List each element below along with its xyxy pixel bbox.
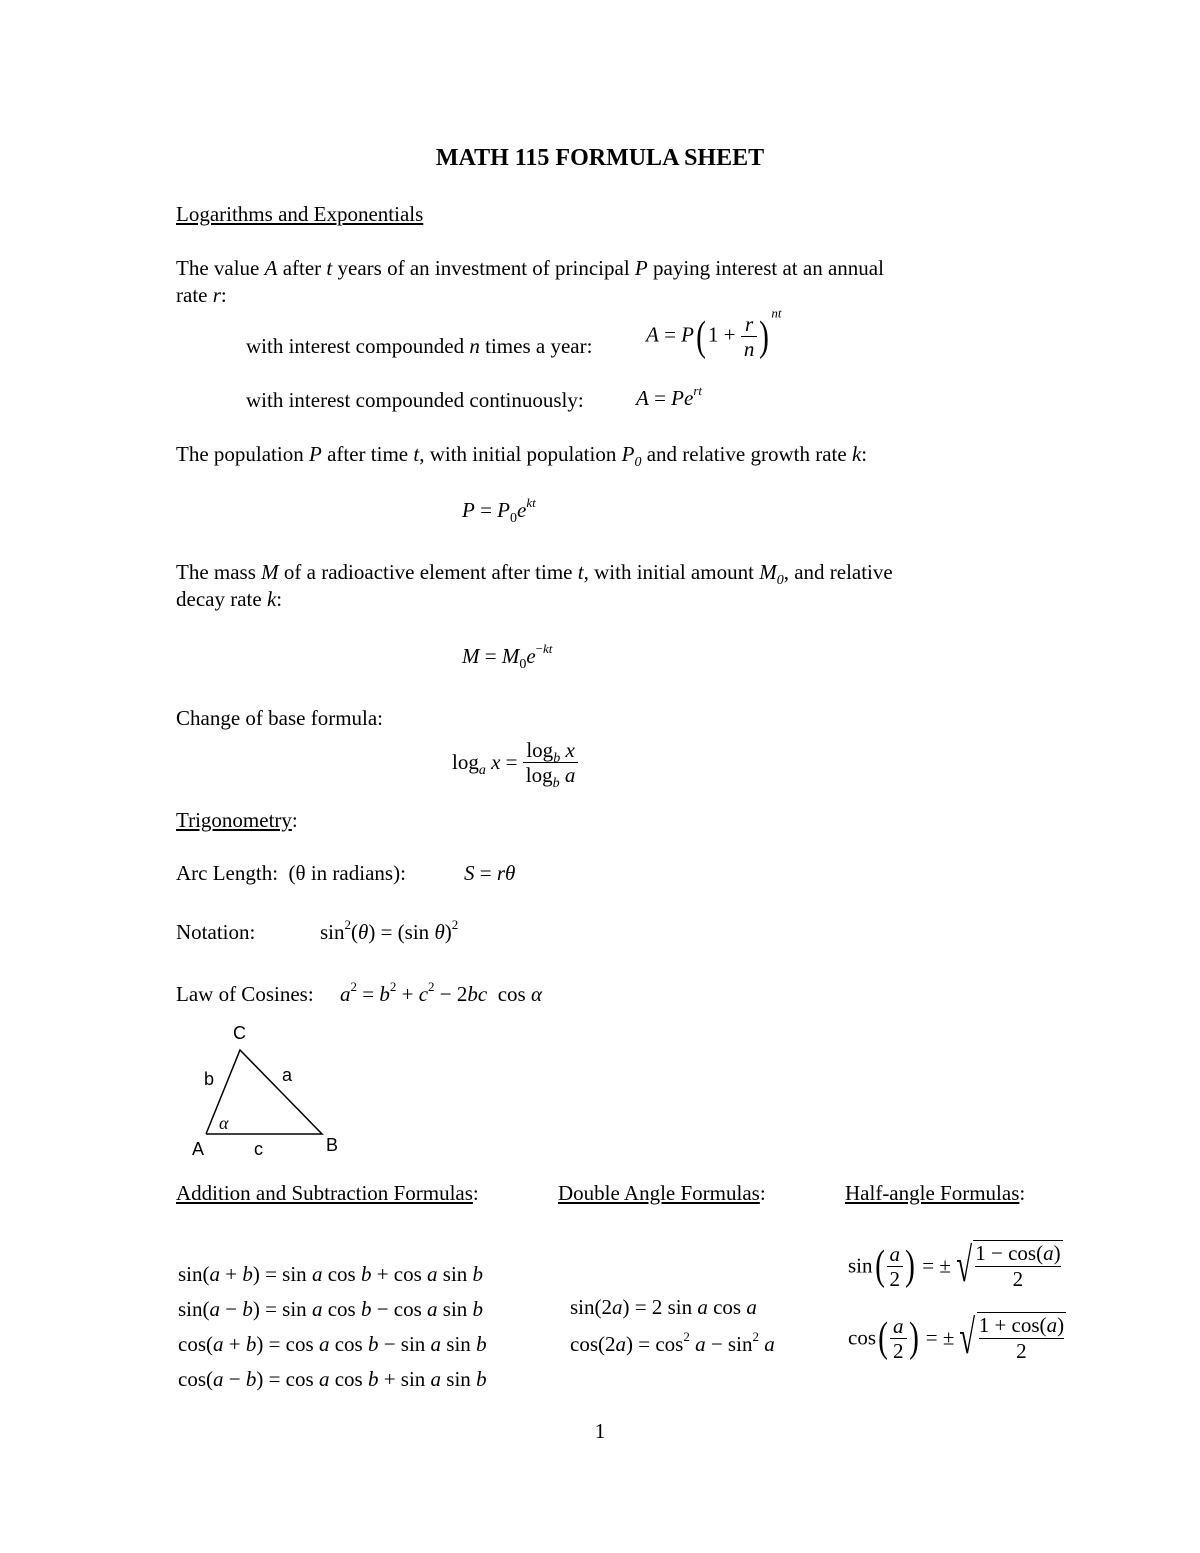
- triangle-vertex-a: A: [192, 1139, 205, 1159]
- triangle-side-c: c: [254, 1139, 263, 1159]
- formula-compound-continuous: $A = Pe^{rt}$: [636, 383, 702, 410]
- change-of-base-label: Change of base formula:: [176, 706, 384, 730]
- mass-intro-line1: The mass M of a radioactive element after time t, with initial amount $M_0$, and relative: [176, 560, 893, 588]
- formula-cos-half: cos( $\frac{a}{2}$ ) = ± √ $\frac{1 + \cos(a)}{2}$: [848, 1311, 1065, 1365]
- triangle-vertex-c: C: [233, 1023, 246, 1043]
- section-heading-trigonometry: Trigonometry:: [176, 808, 298, 832]
- formula-sin-half: sin( $\frac{a}{2}$ ) = ± √ $\frac{1 - \cos(a)}{2}$: [848, 1239, 1061, 1293]
- triangle-side-b: b: [204, 1069, 215, 1089]
- formula-cos-double: $\cos(2a) = \cos^2 a - \sin^2 a$: [570, 1329, 775, 1356]
- formula-cos-sum: cos(a + b) = cos a cos b − sin a sin b: [178, 1332, 487, 1356]
- compound-n-label: with interest compounded n times a year:: [246, 334, 593, 358]
- law-of-cosines-label: Law of Cosines:: [176, 982, 314, 1006]
- addition-subtraction-heading: Addition and Subtraction Formulas:: [176, 1181, 479, 1205]
- triangle-angle-alpha: α: [219, 1113, 229, 1133]
- population-intro: The population P after time t, with initial population $P_0$ and relative growth rate k:: [176, 442, 868, 470]
- formula-change-of-base: $\log_a x$ = $\frac{\log_b x}{\log_b a}$: [452, 738, 578, 787]
- mass-intro-line2: decay rate k:: [176, 587, 283, 611]
- investment-intro-line2: rate r:: [176, 283, 227, 307]
- arc-length-label: Arc Length: (θ in radians):: [176, 861, 406, 885]
- triangle-vertex-b: B: [326, 1135, 339, 1155]
- formula-sin-sum: sin(a + b) = sin a cos b + cos a sin b: [178, 1262, 484, 1286]
- page-number: 1: [594, 1419, 606, 1443]
- formula-compound-n: A = P(1 + $\frac{r}{n}$ )$^{nt}$: [646, 305, 782, 362]
- compound-continuous-label: with interest compounded continuously:: [246, 388, 584, 412]
- formula-sin-difference: sin(a − b) = sin a cos b − cos a sin b: [178, 1297, 484, 1321]
- section-heading-logarithms: Logarithms and Exponentials: [176, 202, 424, 226]
- formula-mass: $M = M_0e^{-kt}$: [462, 641, 553, 672]
- formula-sin-double: sin(2a) = 2 sin a cos a: [570, 1295, 757, 1319]
- formula-notation: $\sin^2(\theta) = (\sin$ θ)$^2$: [320, 917, 459, 944]
- formula-law-of-cosines: $a^2 = b^2 + c^2 - 2bc$ cos α: [340, 979, 542, 1006]
- triangle-side-a: a: [282, 1065, 293, 1085]
- double-angle-heading: Double Angle Formulas:: [558, 1181, 766, 1205]
- formula-cos-difference: cos(a − b) = cos a cos b + sin a sin b: [178, 1367, 487, 1391]
- formula-population: $P = P_0e^{kt}$: [462, 495, 536, 526]
- formula-arc-length: S = rθ: [464, 861, 516, 885]
- page-title: MATH 115 FORMULA SHEET: [435, 145, 765, 171]
- investment-intro-line1: The value A after t years of an investment of principal P paying interest at an annual: [176, 256, 884, 280]
- half-angle-heading: Half-angle Formulas:: [845, 1181, 1026, 1205]
- triangle-diagram: [180, 1015, 350, 1165]
- notation-label: Notation:: [176, 920, 256, 944]
